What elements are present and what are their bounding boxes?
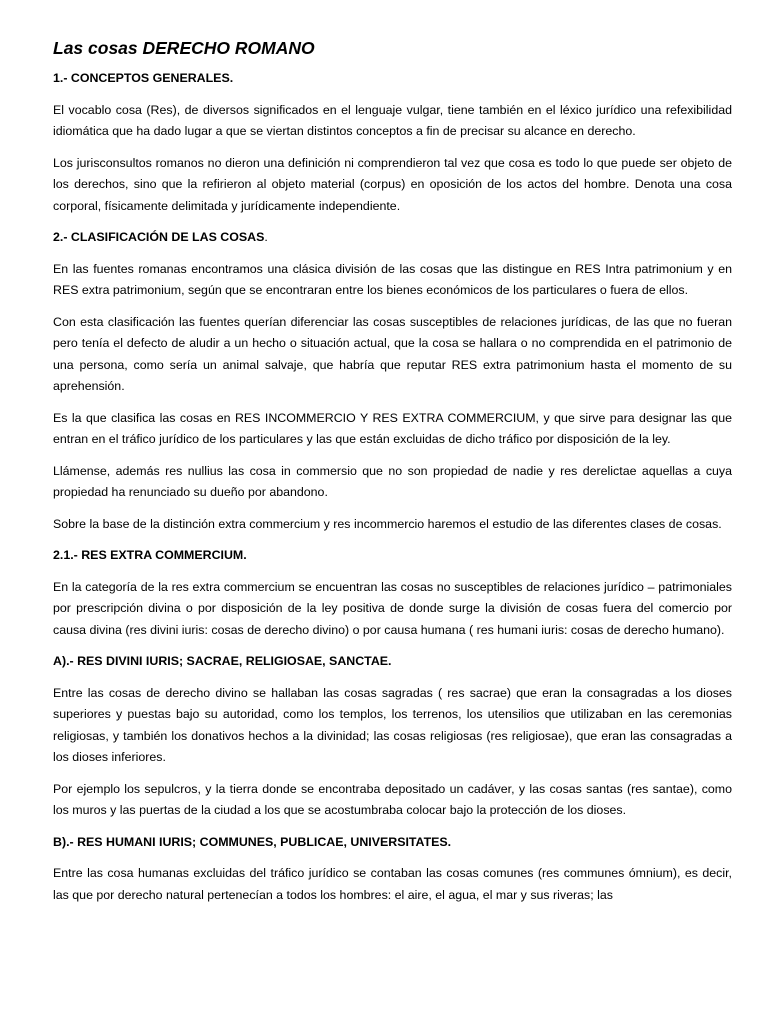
heading-text: 2.- CLASIFICACIÓN DE LAS COSAS [53,230,265,244]
document-page [53,36,732,916]
section-heading-conceptos: 1.- CONCEPTOS GENERALES. [53,71,234,85]
paragraph: Con esta clasificación las fuentes querían diferenciar las cosas susceptibles de relaciones jurídicas, de las que no fueran pero tenía el defecto de aludir a un hecho o situación actual, que la cosa se hallara o no comprendida en el patrimonio de una persona, como sería un animal salvaje, que habría que reputar RES extra patrimonium hasta el momento de su aprehensión. [53,314,732,393]
section-heading-res-humani-iuris: B).- RES HUMANI IURIS; COMMUNES, PUBLICAE, UNIVERSITATES. [53,834,452,849]
document-title: Las cosas DERECHO ROMANO [53,38,315,58]
paragraph: Los jurisconsultos romanos no dieron una definición ni comprendieron tal vez que cosa es todo lo que puede ser objeto de los derechos, sino que la refirieron al objeto material (corpus) en oposición de los actos del hombre. Denota una cosa corporal, físicamente delimitada y jurídicamente independiente. [53,155,732,213]
section-heading-clasificacion [53,227,732,249]
section-heading-res-divini-iuris: A).- RES DIVINI IURIS; SACRAE, RELIGIOSAE, SANCTAE. [53,654,392,668]
paragraph: Es la que clasifica las cosas en RES INCOMMERCIO Y RES EXTRA COMMERCIUM, y que sirve para designar las que entran en el tráfico jurídico de los particulares y las que están excluidas de dicho tráfico por disposición de la ley. [53,410,732,446]
paragraph: Por ejemplo los sepulcros, y la tierra donde se encontraba depositado un cadáver, y las cosas santas (res santae), como los muros y las puertas de la ciudad a los que se acostumbraba colocar bajo la protección de los dioses. [53,781,732,817]
paragraph: En las fuentes romanas encontramos una clásica división de las cosas que las distingue en RES Intra patrimonium y en RES extra patrimonium, según que se encontraran entre los bienes económicos de los particulares o fuera de ellos. [53,261,732,297]
heading-suffix: . [264,230,268,244]
section-heading-res-extra-commercium: 2.1.- RES EXTRA COMMERCIUM. [53,548,247,562]
paragraph: Sobre la base de la distinción extra commercium y res incommercio haremos el estudio de las diferentes clases de cosas. [53,516,722,531]
paragraph: Entre las cosas de derecho divino se hallaban las cosas sagradas ( res sacrae) que eran la consagradas a los dioses superiores y puestas bajo su autoridad, como los templos, los terrenos, los utensilios que utilizaban en las ceremonias religiosas, y también los donativos hechos a la divinidad; las cosas religiosas (res religiosae), que eran las consagradas a los dioses inferiores. [53,685,732,764]
paragraph: El vocablo cosa (Res), de diversos significados en el lenguaje vulgar, tiene también en el léxico jurídico una refexibilidad idiomática que ha dado lugar a que se viertan distintos conceptos a fin de precisar su alcance en derecho. [53,102,732,138]
paragraph: Entre las cosa humanas excluidas del tráfico jurídico se contaban las cosas comunes (res communes ómnium), es decir, las que por derecho natural pertenecían a todos los hombres: el aire, el agua, el mar y sus riveras; las [53,866,732,902]
paragraph: En la categoría de la res extra commercium se encuentran las cosas no susceptibles de relaciones jurídico – patrimoniales por prescripción divina o por disposición de la ley positiva de donde surge la división de cosas fuera del comercio por causa divina (res divini iuris: cosas de derecho divino) o por causa humana ( res humani iuris: cosas de derecho humano). [53,579,732,637]
paragraph: Llámense, además res nullius las cosa in commersio que no son propiedad de nadie y res derelictae aquellas a cuya propiedad ha renunciado su dueño por abandono. [53,463,732,499]
